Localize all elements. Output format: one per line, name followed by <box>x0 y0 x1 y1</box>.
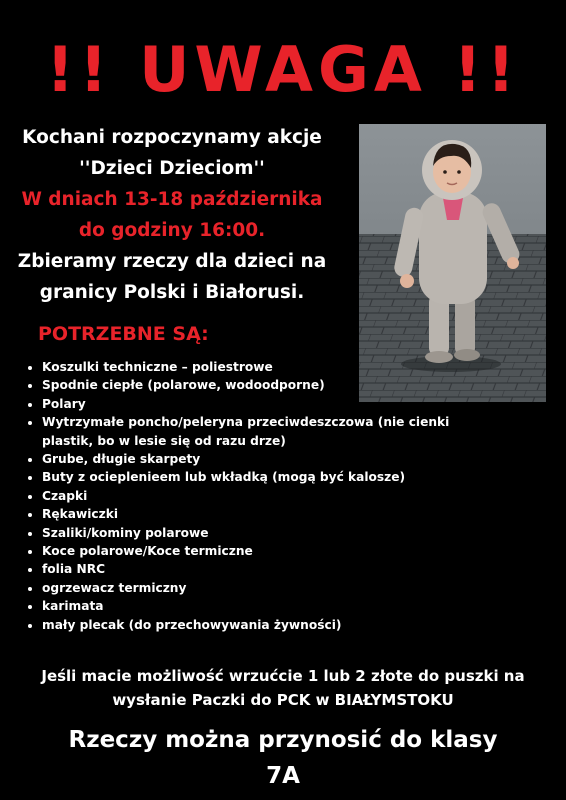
intro-line-6: granicy Polski i Białorusi. <box>39 282 305 303</box>
list-item: • Spodnie ciepłe (polarowe, wodoodporne) <box>42 376 482 394</box>
list-item: • Grube, długie skarpety <box>42 450 482 468</box>
list-item: • Czapki <box>42 487 482 505</box>
dropoff-class: 7A <box>266 763 300 789</box>
list-item: • Buty z ocieplenieem lub wkładką (mogą być kalosze) <box>42 468 482 486</box>
needs-heading: POTRZEBNE SĄ: <box>38 323 209 345</box>
list-item: • karimata <box>42 597 482 615</box>
list-item: • Rękawiczki <box>42 505 482 523</box>
poster-title: !! UWAGA !! <box>45 33 521 106</box>
list-item: • Polary <box>42 395 482 413</box>
intro-block <box>0 122 344 308</box>
needs-list <box>24 358 482 634</box>
list-item: • Wytrzymałe poncho/peleryna przeciwdeszczowa (nie cienki plastik, bo w lesie się od razu drze) <box>42 413 482 450</box>
intro-dates: W dniach 13-18 października <box>21 189 323 210</box>
donation-note <box>0 664 566 712</box>
intro-line-1: Kochani rozpoczynamy akcje <box>22 127 322 148</box>
list-item: • mały plecak (do przechowywania żywności) <box>42 616 482 634</box>
list-item: • Koce polarowe/Koce termiczne <box>42 542 482 560</box>
list-item: • ogrzewacz termiczny <box>42 579 482 597</box>
list-item: • folia NRC <box>42 560 482 578</box>
dropoff-note <box>0 722 566 794</box>
intro-line-2: ''Dzieci Dzieciom'' <box>79 158 265 179</box>
intro-line-5: Zbieramy rzeczy dla dzieci na <box>17 251 327 272</box>
list-item: • Szaliki/kominy polarowe <box>42 524 482 542</box>
list-item: • Koszulki techniczne – poliestrowe <box>42 358 482 376</box>
donation-line-1: Jeśli macie możliwość wrzućcie 1 lub 2 złote do puszki na <box>41 667 525 685</box>
donation-line-2: wysłanie Paczki do PCK w BIAŁYMSTOKU <box>112 691 454 709</box>
intro-time: do godziny 16:00. <box>78 220 266 241</box>
dropoff-line-1: Rzeczy można przynosić do klasy <box>68 727 498 753</box>
